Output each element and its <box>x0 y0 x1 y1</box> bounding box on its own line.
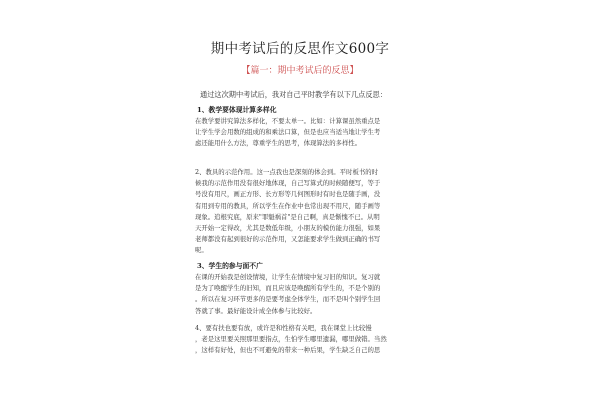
paragraph-line: 号没有用尺，画正方形、长方形等几何图形时有时也是随手画，没 <box>195 190 381 199</box>
paragraph-line: 天开始一定得改，尤其是数低年级，小朋友的模仿能力很强，如果 <box>195 224 381 233</box>
paragraph-line: 让学生学会用数的组成的和乘法口算，但是也应当适当地让学生考 <box>195 128 381 137</box>
paragraph-line: 在教学要讲究算法多样化，不要太单一。比如：计算课虽然重点是 <box>195 117 381 125</box>
section-3 <box>195 260 407 317</box>
section-4 <box>195 323 407 357</box>
paragraph-line: ，这样有好处，但也不可避免的带来一种后果，学生缺乏自己的思 <box>195 346 381 355</box>
section-3-heading: 3、学生的参与面不广 <box>197 262 263 270</box>
paragraph-line: 。所以在复习环节更多的是要考虑全体学生，而不是叫个别学生回 <box>195 295 381 304</box>
section-1 <box>195 104 407 150</box>
paragraph-line: 现象。追根究底，原来"罪魁祸首"是自己啊，真是惭愧不已。从明 <box>195 212 380 221</box>
section-2 <box>195 167 407 257</box>
paragraph-line: 是为了唤醒学生的旧知，而且应该是唤醒所有学生的，不是个别的 <box>195 284 381 293</box>
paragraph-line: 答就了事。最好能设计成全体参与比较好。 <box>195 306 317 315</box>
paragraph-line: 老师都没有起到很好的示范作用，又怎能要求学生做到正确的书写 <box>195 235 381 244</box>
page-title: 期中考试后的反思作文600字 <box>210 41 390 57</box>
section-1-heading: 1、教学要体现计算多样化 <box>197 106 277 114</box>
paragraph-line: 虑还能用什么方法，尊重学生的思考，体现算法的多样性。 <box>195 139 362 148</box>
paragraph-line: 在课的开始我是创设情境，让学生在情境中复习旧的知识。复习就 <box>195 273 381 281</box>
paragraph-line: 候我的示范作用没有很好地体现，自己写算式的时候随便写，等于 <box>195 179 381 188</box>
intro-paragraph: 通过这次期中考试后，我对自己平时教学有以下几点反思： <box>200 90 387 99</box>
paragraph-line: 2、教具的示范作用。这一点我也是深刻的体会到。平时板书的时 <box>195 168 379 176</box>
paragraph-line: 呢。 <box>195 246 208 255</box>
paragraph-line: ，老是这里要关照那里要指点，生怕学生哪里遗漏，哪里做错。当然 <box>195 335 387 344</box>
paragraph-line: 有用到专用的教具，所以学生在作业中也常出现不用尺，随手画等 <box>195 201 381 210</box>
article-subtitle: 【篇一：期中考试后的反思】 <box>241 66 359 76</box>
paragraph-line: 4、要有扶也要有放，或许是和性格有关吧，我在课堂上比较慢 <box>195 324 372 332</box>
